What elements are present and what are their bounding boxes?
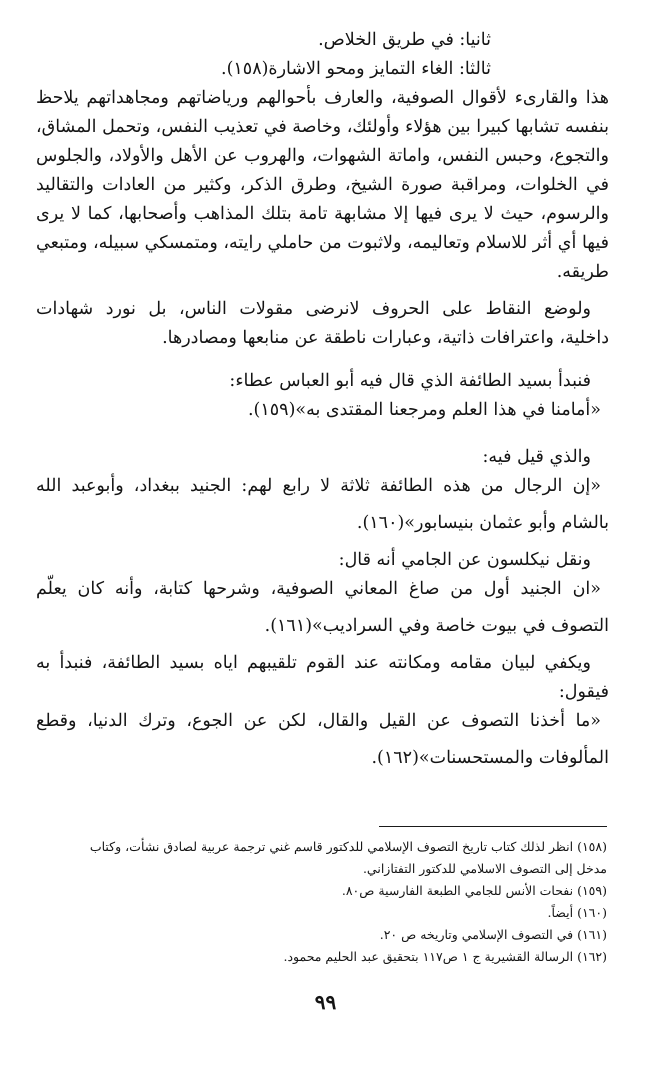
footnotes	[36, 836, 607, 968]
text-line: ونقل نيكلسون عن الجامي أنه قال:	[338, 550, 591, 570]
text-line: فيها أي أثر للاسلام وتعاليمه، ولاثبوت من حاملي رايته، ومتمسكي سبيله، ومتبعي	[36, 233, 609, 253]
text-line: ويكفي لبيان مقامه ومكانته عند القوم تلقيبهم اياه بسيد الطائفة، فنبدأ به	[36, 653, 591, 673]
quote-line: «ان الجنيد أول من صاغ المعاني الصوفية، وشرحها كتابة، وأنه كان يعلّم	[36, 579, 601, 599]
footnote-162: (١٦٢) الرسالة القشيرية ج ١ ص١١٧ بتحقيق عبد الحليم محمود.	[283, 949, 607, 964]
footnote-160: (١٦٠) أيضاً.	[547, 905, 607, 920]
quote-line: «إن الرجال من هذه الطائفة ثلاثة لا رابع لهم: الجنيد ببغداد، وأبوعبد الله	[36, 476, 601, 496]
text-line: فنبدأ بسيد الطائفة الذي قال فيه أبو العباس عطاء:	[229, 371, 591, 391]
text-line: ثانيا: في طريق الخلاص.	[318, 30, 491, 50]
quote-line: «أمامنا في هذا العلم ومرجعنا المقتدى به»(١٥٩).	[247, 400, 601, 420]
text-line: ولوضع النقاط على الحروف لانرضى مقولات الناس، بل نورد شهادات	[36, 299, 591, 319]
text-line: هذا والقارىء لأقوال الصوفية، والعارف بأحوالهم ورياضاتهم ومجاهداتهم يلاحظ	[36, 88, 609, 108]
page-number: ٩٩	[314, 990, 337, 1014]
quote-line: «ما أخذنا التصوف عن القيل والقال، لكن عن الجوع، وترك الدنيا، وقطع	[36, 711, 601, 731]
footnote-159: (١٥٩) نفحات الأنس للجامي الطبعة الفارسية ص٨٠.	[341, 883, 607, 898]
quote-line: التصوف في بيوت خاصة وفي السراديب»(١٦١).	[264, 616, 609, 636]
quote-line: المألوفات والمستحسنات»(١٦٢).	[371, 748, 609, 768]
text-line: طريقه.	[556, 262, 609, 282]
footnote-158-continued: مدخل إلى التصوف الاسلامي للدكتور التفتازاني.	[362, 861, 607, 876]
text-line: والذي قيل فيه:	[482, 447, 591, 467]
main-text	[36, 26, 609, 773]
text-line: بنفسه تشابها كبيرا بين هؤلاء وأولئك، وخاصة في تعذيب النفس، وتحمل المشاق،	[36, 117, 609, 137]
footnote-161: (١٦١) في التصوف الإسلامي وتاريخه ص ٢٠.	[379, 927, 607, 942]
text-line: ثالثا: الغاء التمايز ومحو الاشارة(١٥٨).	[221, 59, 491, 79]
text-line: داخلية، واعترافات ذاتية، وعبارات ناطقة عن منابعها ومصادرها.	[162, 328, 609, 348]
footnote-158: (١٥٨) انظر لذلك كتاب تاريخ التصوف الإسلامي للدكتور قاسم غني ترجمة عربية لصادق نشأت، وكتاب	[89, 839, 607, 854]
text-line: في الخلوات، ومراقبة صورة الشيخ، وطرق الذكر، وكثير من العادات والتقاليد	[36, 175, 609, 195]
text-line: والرسوم، حيث لا يرى فيها إلا مشابهة تامة بتلك المذاهب وأصحابها، كما لا يرى	[36, 204, 609, 224]
text-line: والتجوع، وحبس النفس، واماتة الشهوات، والهروب عن الأهل والأولاد، والجلوس	[36, 146, 609, 166]
footnote-divider	[379, 826, 607, 827]
text-line: فيقول:	[558, 682, 609, 702]
quote-line: بالشام وأبو عثمان بنيسابور»(١٦٠).	[356, 513, 609, 533]
